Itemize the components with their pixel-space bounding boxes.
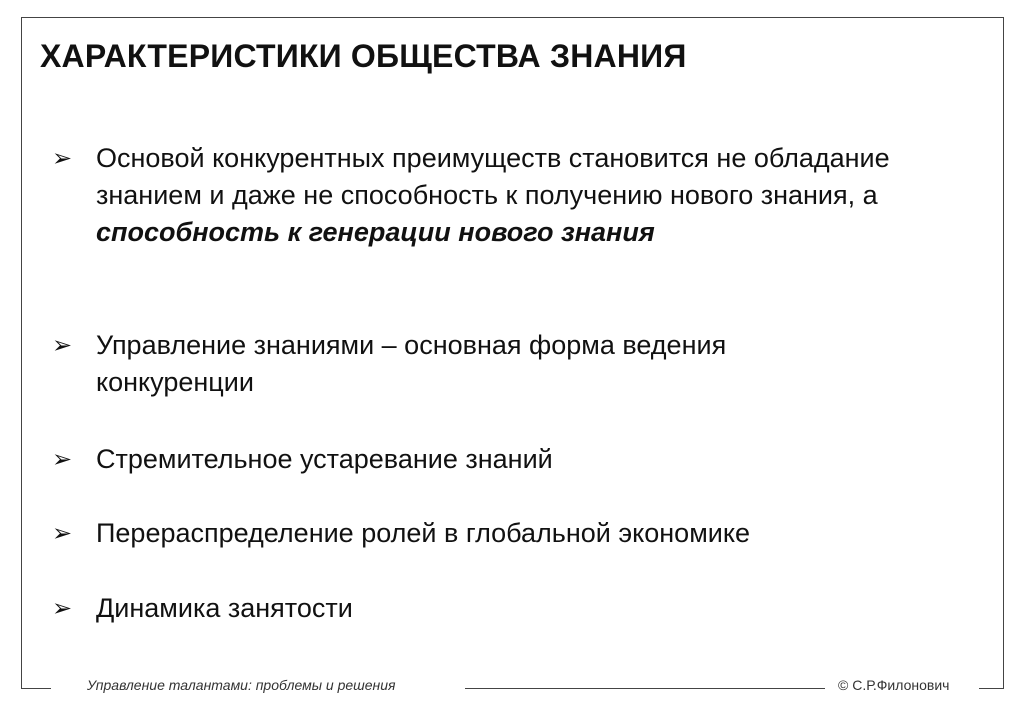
- bullet-item: [52, 515, 916, 552]
- arrow-bullet-icon: ➢: [52, 446, 73, 473]
- bullet-text: Динамика занятости: [96, 593, 353, 623]
- bullet-text: Стремительное устаревание знаний: [96, 444, 553, 474]
- bullet-emphasis: способность к генерации нового знания: [96, 217, 655, 247]
- bullet-item: [52, 590, 916, 627]
- bullet-item: [52, 327, 886, 401]
- arrow-bullet-icon: ➢: [52, 595, 73, 622]
- footer-rule: [979, 688, 1004, 689]
- bullet-item: [52, 441, 916, 478]
- arrow-bullet-icon: ➢: [52, 520, 73, 547]
- footer-copyright: © С.Р.Филонович: [838, 677, 950, 693]
- bullet-text: Основой конкурентных преимуществ становится не обладание знанием и даже не способность к получению нового знания, а способность к генерации нового знания: [96, 143, 890, 247]
- arrow-bullet-icon: ➢: [52, 332, 73, 359]
- bullet-text: Перераспределение ролей в глобальной экономике: [96, 518, 750, 548]
- slide-title: ХАРАКТЕРИСТИКИ ОБЩЕСТВА ЗНАНИЯ: [40, 38, 687, 74]
- bullet-text: Управление знаниями – основная форма ведения конкуренции: [96, 330, 727, 397]
- bullet-item: [52, 140, 916, 251]
- arrow-bullet-icon: ➢: [52, 145, 73, 172]
- footer-rule: [21, 688, 51, 689]
- footer-rule: [465, 688, 825, 689]
- footer-course-title: Управление талантами: проблемы и решения: [87, 677, 396, 693]
